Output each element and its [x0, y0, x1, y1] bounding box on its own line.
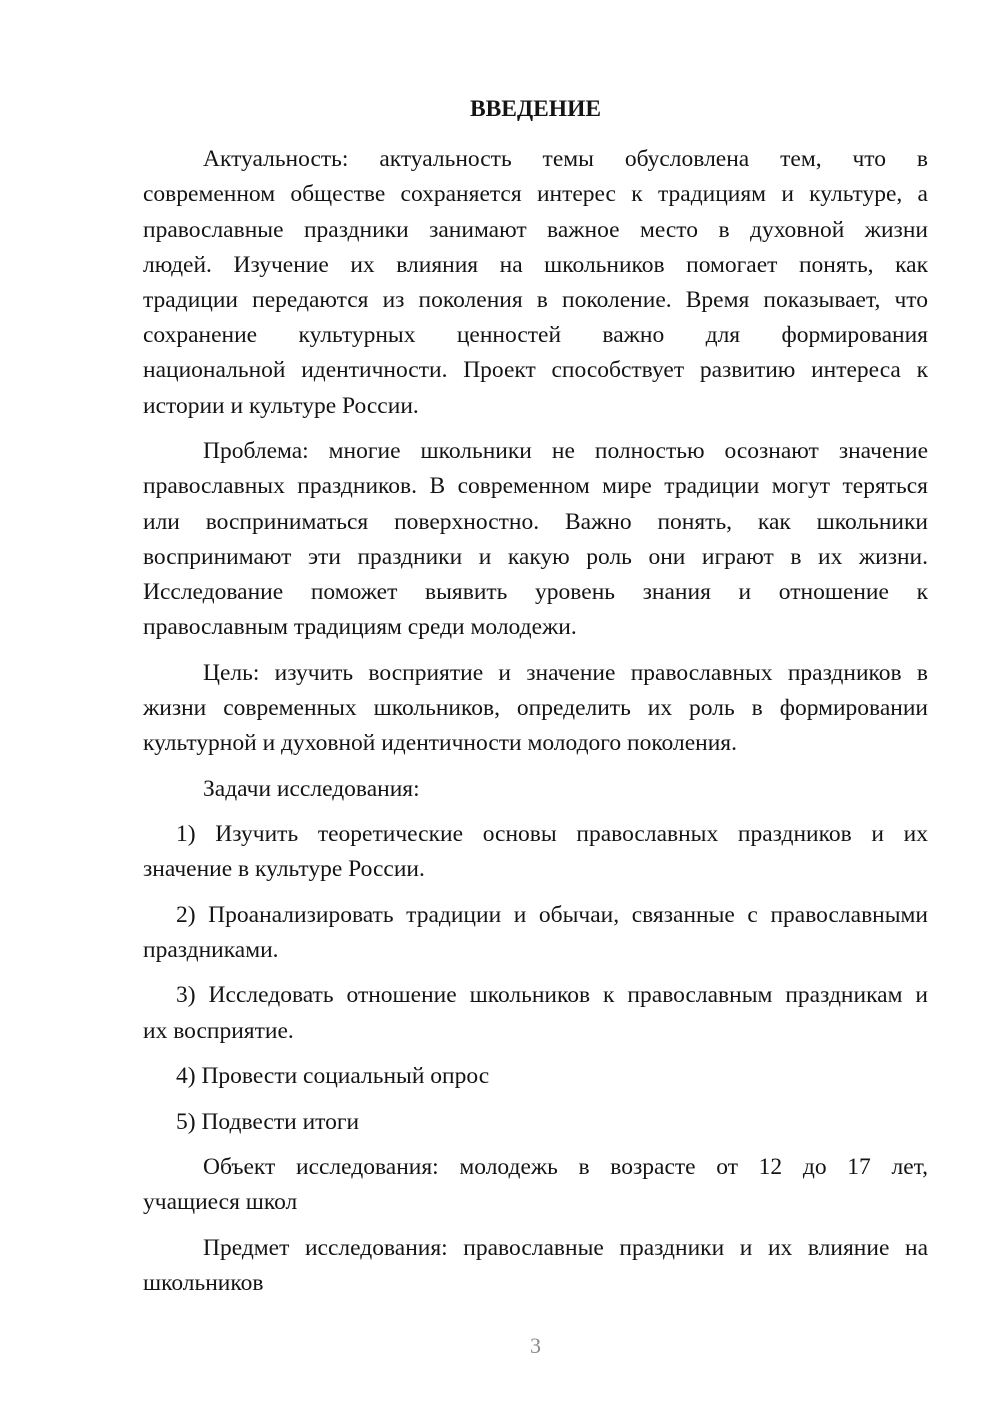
text-line: праздниками.: [143, 936, 279, 963]
goal-paragraph: [143, 656, 928, 762]
task-item: [143, 1059, 928, 1094]
text-line: православных праздников. В современном мире традиции могут теряться: [143, 473, 928, 500]
task-item: [143, 1105, 928, 1140]
relevance-paragraph: [143, 142, 928, 424]
text-line: Исследование поможет выявить уровень знания и отношение к: [143, 578, 928, 605]
text-line: сохранение культурных ценностей важно для формирования: [143, 322, 928, 349]
page-number: 3: [530, 1333, 541, 1358]
text-line: их восприятие.: [143, 1017, 294, 1044]
tasks-heading: Задачи исследования:: [203, 775, 420, 802]
task-item: [143, 978, 928, 1048]
text-line: воспринимают эти праздники и какую роль они играют в их жизни.: [143, 543, 928, 570]
text-line: Цель: изучить восприятие и значение православных праздников в: [203, 659, 928, 686]
text-line: учащиеся школ: [143, 1189, 298, 1216]
text-line: школьников: [143, 1270, 264, 1297]
text-line: современном обществе сохраняется интерес к традициям и культуре, а: [143, 181, 928, 208]
text-line: культурной и духовной идентичности молодого поколения.: [143, 730, 737, 757]
problem-paragraph: [143, 434, 928, 645]
text-line: людей. Изучение их влияния на школьников помогает понять, как: [143, 251, 928, 278]
text-line: истории и культуре России.: [143, 392, 419, 419]
object-paragraph: [143, 1150, 928, 1220]
tasks-list: [143, 817, 928, 1140]
text-line: 3) Исследовать отношение школьников к православным праздникам и: [176, 982, 928, 1009]
text-line: традиции передаются из поколения в поколение. Время показывает, что: [143, 287, 928, 314]
text-line: 1) Изучить теоретические основы православных праздников и их: [176, 821, 928, 848]
task-item: [143, 817, 928, 887]
subject-paragraph: [143, 1231, 928, 1301]
text-line: или восприниматься поверхностно. Важно понять, как школьники: [143, 508, 928, 535]
text-line: православные праздники занимают важное место в духовной жизни: [143, 216, 928, 243]
text-line: Актуальность: актуальность темы обусловлена тем, что в: [203, 146, 928, 173]
text-line: Объект исследования: молодежь в возрасте от 12 до 17 лет,: [203, 1154, 928, 1181]
text-line: Проблема: многие школьники не полностью осознают значение: [203, 438, 928, 465]
section-heading: ВВЕДЕНИЕ: [469, 96, 602, 122]
text-line: православным традициям среди молодежи.: [143, 614, 577, 641]
text-line: национальной идентичности. Проект способствует развитию интереса к: [143, 357, 928, 384]
text-line: 5) Подвести итоги: [176, 1108, 360, 1135]
text-line: 4) Провести социальный опрос: [176, 1063, 490, 1090]
text-line: жизни современных школьников, определить их роль в формировании: [143, 694, 928, 721]
text-line: 2) Проанализировать традиции и обычаи, связанные с православными: [176, 901, 928, 928]
tasks-heading-paragraph: [143, 772, 928, 807]
text-line: значение в культуре России.: [143, 856, 425, 883]
task-item: [143, 898, 928, 968]
text-line: Предмет исследования: православные праздники и их влияние на: [203, 1234, 928, 1261]
